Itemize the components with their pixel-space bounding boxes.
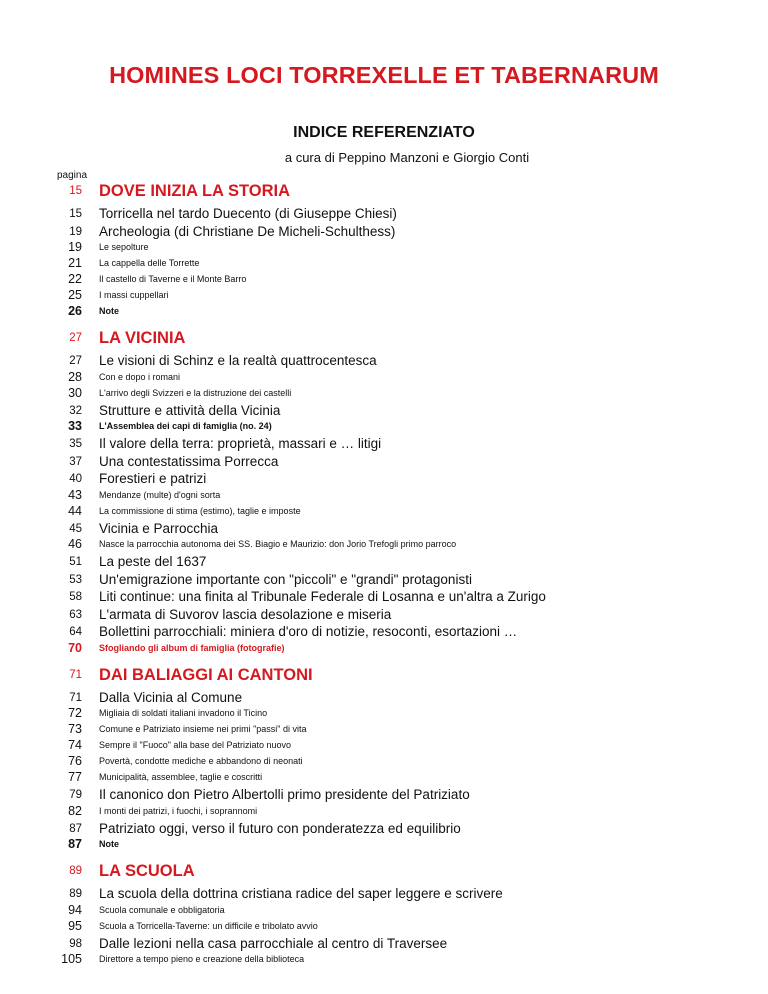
toc-entry <box>0 786 768 804</box>
toc-entry-title: Strutture e attività della Vicinia <box>99 402 281 418</box>
toc-entry <box>0 205 768 223</box>
toc-entry <box>0 588 768 606</box>
toc-page-number: 87 <box>68 837 82 851</box>
toc-entry <box>0 386 768 400</box>
toc-entry-title: L'armata di Suvorov lascia desolazione e miseria <box>99 606 392 622</box>
toc-entry <box>0 256 768 270</box>
toc-entry-title: Migliaia di soldati italiani invadono il Ticino <box>99 708 268 718</box>
toc-entry <box>0 504 768 518</box>
toc-entry-title: Il canonico don Pietro Albertolli primo presidente del Patriziato <box>99 787 470 802</box>
toc-page-number: 30 <box>68 385 82 400</box>
toc-entry <box>0 370 768 384</box>
toc-page-number: 27 <box>69 332 82 344</box>
toc-entry-title: La scuola della dottrina cristiana radice del saper leggere e scrivere <box>99 886 503 901</box>
toc-entry-title: Povertà, condotte mediche e abbandono di neonati <box>99 756 303 766</box>
toc-page-number: 79 <box>69 789 82 801</box>
toc-entry <box>0 435 768 453</box>
toc-page-number: 32 <box>69 404 82 417</box>
toc-entry <box>0 706 768 720</box>
toc-entry-title: Forestieri e patrizi <box>99 471 207 486</box>
toc-page-number: 53 <box>69 573 82 586</box>
toc-page-number: 15 <box>69 208 82 220</box>
toc-page-number: 98 <box>69 937 82 950</box>
page-column-label: pagina <box>57 170 88 181</box>
toc-entry-title: Con e dopo i romani <box>99 371 181 382</box>
toc-entry-title: Municipalità, assemblee, taglie e coscritti <box>99 772 263 782</box>
toc-entry-title: Patriziato oggi, verso il futuro con ponderatezza ed equilibrio <box>99 820 461 836</box>
toc-entry <box>0 606 768 624</box>
toc-entry-title: La cappella delle Torrette <box>99 258 200 268</box>
toc-entry-title: Una contestatissima Porrecca <box>99 453 279 469</box>
toc-entry-title: Note <box>99 839 119 849</box>
toc-page-number: 25 <box>68 288 82 302</box>
toc-section-heading <box>0 664 768 686</box>
toc-entry <box>0 402 768 420</box>
curators-line: a cura di Peppino Manzoni e Giorgio Conti <box>284 150 530 165</box>
toc-entry-title: Direttore a tempo pieno e creazione della biblioteca <box>99 954 305 964</box>
toc-page-number: 94 <box>68 902 82 917</box>
toc-entry <box>0 820 768 838</box>
toc-entry <box>0 754 768 768</box>
toc-entry <box>0 288 768 302</box>
toc-page-number: 71 <box>69 668 82 681</box>
toc-entry-title: I monti dei patrizi, i fuochi, i soprannomi <box>99 805 258 816</box>
toc-page-number: 40 <box>69 473 82 485</box>
toc-entry <box>0 903 768 917</box>
toc-entry <box>0 935 768 953</box>
toc-section-heading <box>0 327 768 349</box>
toc-page-number: 72 <box>68 706 82 720</box>
toc-entry-title: Archeologia (di Christiane De Micheli-Schulthess) <box>99 223 396 239</box>
toc-entry-title: Sfogliando gli album di famiglia (fotografie) <box>99 642 285 653</box>
toc-page-number: 43 <box>68 487 82 502</box>
toc-entry-title: Il valore della terra: proprietà, massari e … litigi <box>99 436 382 451</box>
toc-entry <box>0 453 768 471</box>
toc-entry-title: Dalla Vicinia al Comune <box>99 689 243 705</box>
toc-entry-title: La peste del 1637 <box>99 554 207 569</box>
toc-page-number: 89 <box>69 888 82 900</box>
toc-page-number: 28 <box>68 369 82 384</box>
toc-entry-title: La commissione di stima (estimo), taglie e imposte <box>99 505 301 516</box>
toc-entry <box>0 352 768 370</box>
toc-entry <box>0 520 768 538</box>
toc-entry <box>0 553 768 571</box>
toc-page-number: 46 <box>68 537 82 551</box>
toc-page-number: 26 <box>68 304 82 318</box>
toc-entry <box>0 223 768 241</box>
toc-section-heading <box>0 860 768 882</box>
toc-entry-title: Comune e Patriziato insieme nei primi "passi" di vita <box>99 724 307 734</box>
toc-entry-title: DOVE INIZIA LA STORIA <box>99 182 290 200</box>
toc-entry <box>0 537 768 551</box>
toc-page-number: 35 <box>69 438 82 450</box>
toc-entry-title: Le sepolture <box>99 242 149 252</box>
document-title: HOMINES LOCI TORREXELLE ET TABERNARUM <box>109 62 659 88</box>
toc-entry-title: Torricella nel tardo Duecento (di Giuseppe Chiesi) <box>99 206 397 221</box>
toc-page-number: 58 <box>69 591 82 603</box>
toc-entry <box>0 770 768 784</box>
toc-entry <box>0 470 768 488</box>
toc-entry-title: LA VICINIA <box>99 329 186 347</box>
toc-entry-title: L'Assemblea dei capi di famiglia (no. 24) <box>99 421 272 431</box>
toc-entry-title: Nasce la parrocchia autonoma dei SS. Biagio e Maurizio: don Jorio Trefogli primo parroco <box>99 539 457 549</box>
toc-entry-title: Scuola comunale e obbligatoria <box>99 904 225 915</box>
toc-entry <box>0 738 768 752</box>
toc-entry-title: Note <box>99 306 119 316</box>
toc-entry-title: DAI BALIAGGI AI CANTONI <box>99 665 313 684</box>
toc-page-number: 77 <box>68 770 82 784</box>
toc-page-number: 44 <box>68 503 82 518</box>
toc-page-number: 33 <box>68 419 82 433</box>
toc-entry <box>0 837 768 851</box>
toc-entry <box>0 304 768 318</box>
toc-page-number: 63 <box>69 608 82 621</box>
toc-page-number: 64 <box>69 626 82 638</box>
toc-page-number: 74 <box>68 738 82 752</box>
toc-page-number: 21 <box>68 256 82 270</box>
toc-entry <box>0 919 768 933</box>
toc-entry <box>0 804 768 818</box>
toc-entry-title: Sempre il "Fuoco" alla base del Patriziato nuovo <box>99 740 291 750</box>
toc-page-number: 71 <box>69 691 82 704</box>
index-subtitle: INDICE REFERENZIATO <box>293 124 475 141</box>
toc-page-number: 82 <box>68 803 82 818</box>
toc-page-number: 19 <box>69 225 82 238</box>
toc-entry-title: Le visioni di Schinz e la realtà quattrocentesca <box>99 353 377 368</box>
toc-entry-title: Liti continue: una finita al Tribunale Federale di Losanna e un'altra a Zurigo <box>99 589 546 604</box>
toc-page-number: 22 <box>68 272 82 286</box>
toc-entry-title: Un'emigrazione importante con "piccoli" e "grandi" protagonisti <box>99 571 472 587</box>
toc-entry <box>0 722 768 736</box>
toc-page-number: 73 <box>68 722 82 736</box>
toc-page-number: 89 <box>69 865 82 877</box>
toc-entry <box>0 272 768 286</box>
toc-entry-title: Dalle lezioni nella casa parrocchiale al centro di Traversee <box>99 935 448 951</box>
toc-entry-title: Vicinia e Parrocchia <box>99 520 219 536</box>
toc-page-number: 37 <box>69 455 82 468</box>
toc-entry <box>0 571 768 589</box>
toc-page-number: 51 <box>69 556 82 568</box>
toc-page-number: 45 <box>69 522 82 535</box>
toc-entry-title: Mendanze (multe) d'ogni sorta <box>99 489 221 500</box>
toc-entry <box>0 952 768 966</box>
toc-entry <box>0 623 768 641</box>
toc-entry-title: I massi cuppellari <box>99 290 169 300</box>
toc-page-number: 19 <box>68 240 82 254</box>
toc-entry <box>0 689 768 707</box>
toc-entry <box>0 419 768 433</box>
toc-entry-title: L'arrivo degli Svizzeri e la distruzione dei castelli <box>99 387 292 398</box>
toc-entry <box>0 641 768 655</box>
toc-page-number: 87 <box>69 822 82 835</box>
toc-page-number: 105 <box>61 952 82 966</box>
toc-entry-title: Scuola a Torricella-Taverne: un difficile e tribolato avvio <box>99 920 318 931</box>
toc-page-number: 15 <box>69 185 82 197</box>
toc-entry-title: Bollettini parrocchiali: miniera d'oro di notizie, resoconti, esortazioni … <box>99 624 518 639</box>
toc-entry-title: Il castello di Taverne e il Monte Barro <box>99 274 247 284</box>
toc-page-number: 70 <box>68 640 82 655</box>
toc-section-heading <box>0 180 768 202</box>
toc-page-number: 27 <box>69 355 82 367</box>
toc-page-number: 76 <box>68 754 82 768</box>
toc-entry <box>0 885 768 903</box>
toc-entry <box>0 240 768 254</box>
toc-entry <box>0 488 768 502</box>
toc-entry-title: LA SCUOLA <box>99 862 195 880</box>
toc-page-number: 95 <box>68 918 82 933</box>
